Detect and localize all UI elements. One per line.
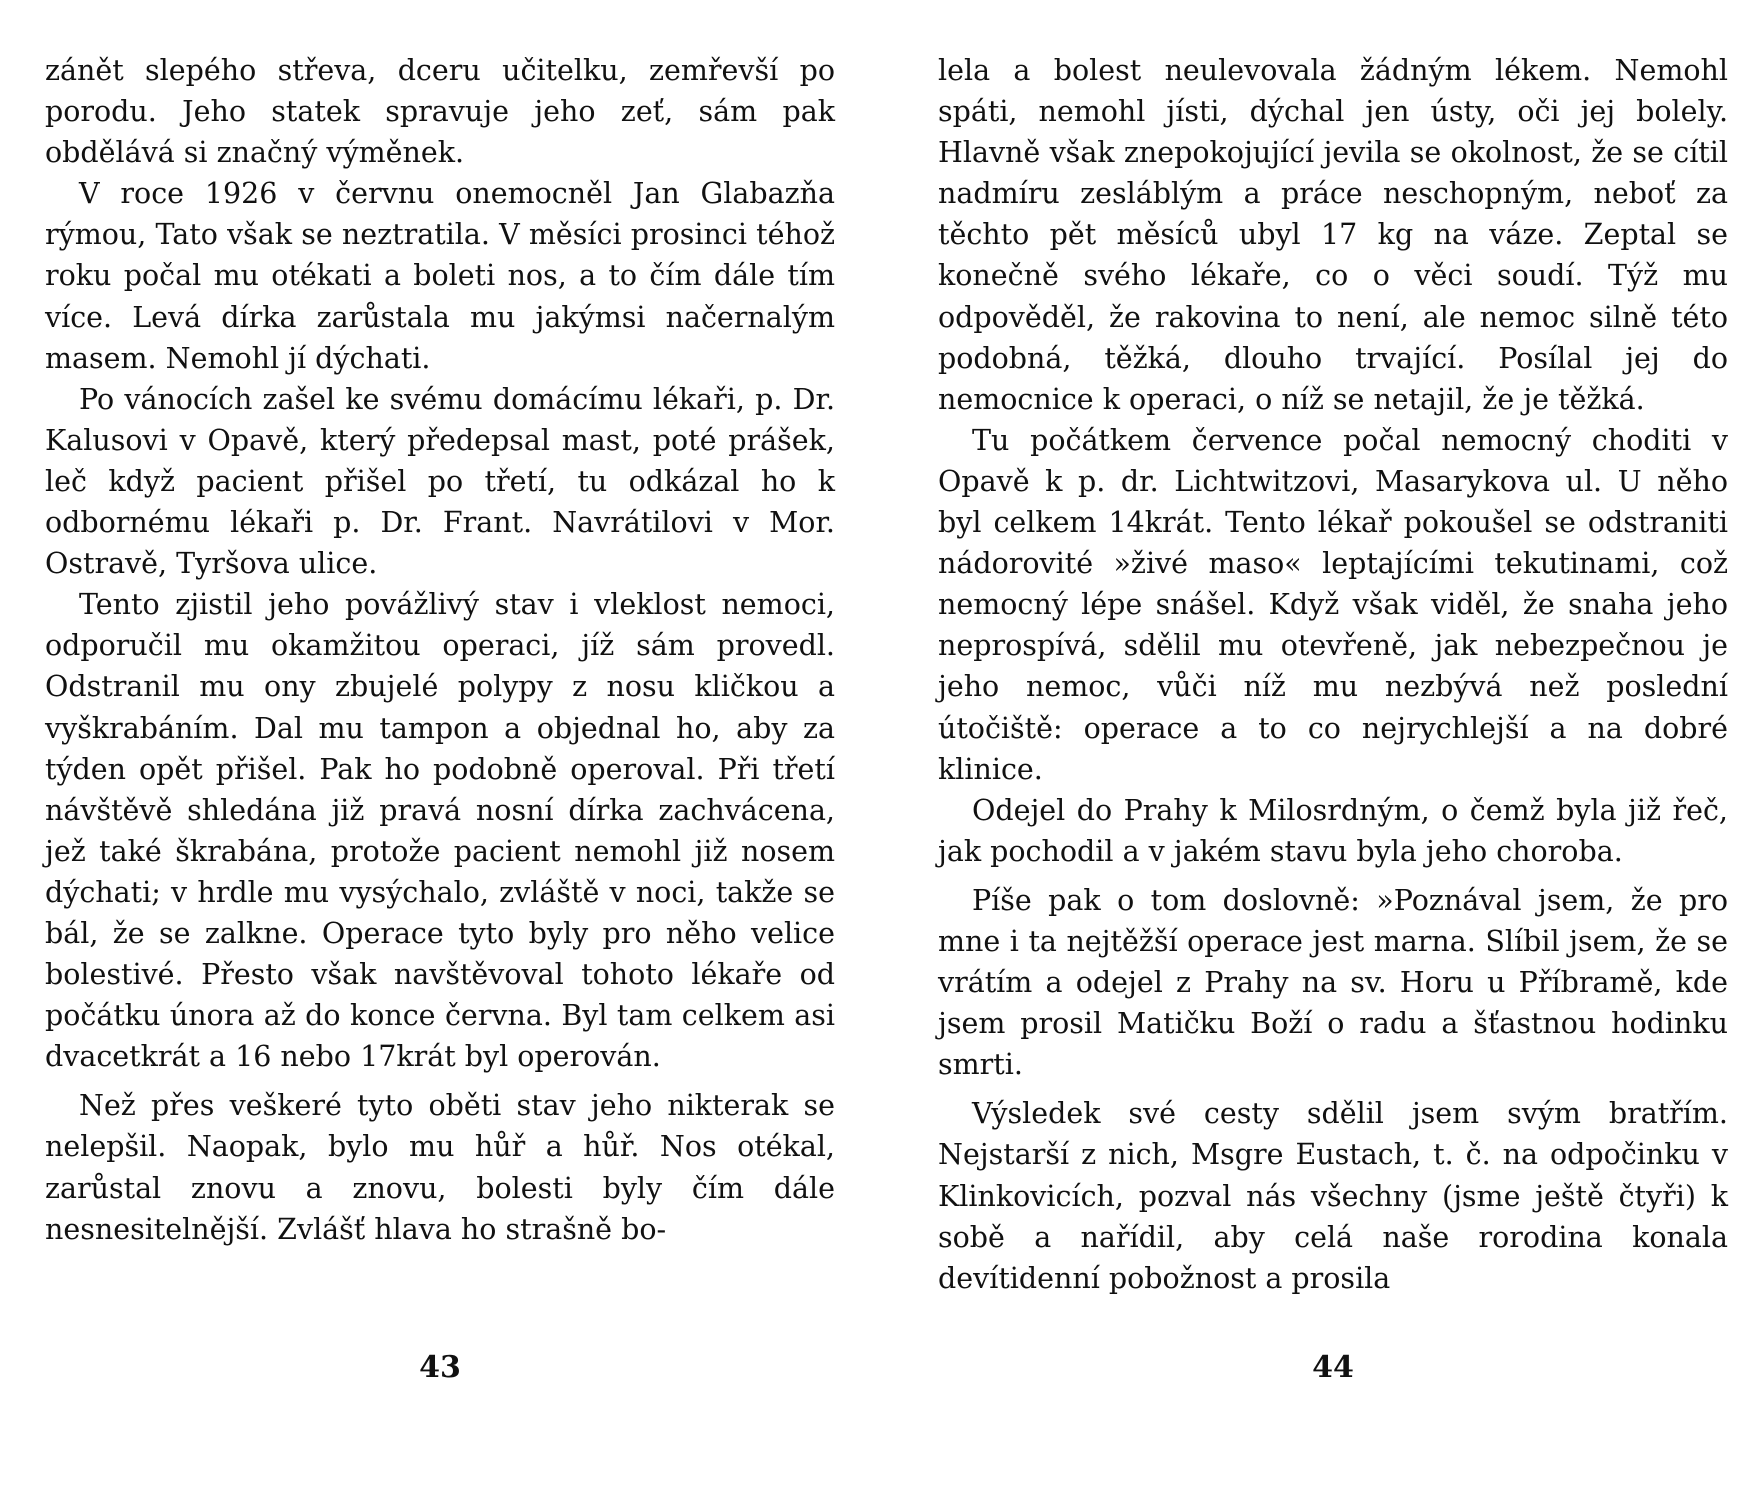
page-number: 44 — [1312, 1350, 1354, 1385]
paragraph: Tu počátkem července počal nemocný choditi v Opavě k p. dr. Lichtwitzovi, Masarykova ul. U něho byl celkem 14krát. Tento lékař pokoušel se odstraniti nádorovité »živé maso« leptajícími tekutinami, což nemocný lépe snášel. Když však viděl, že snaha jeho neprospívá, sdělil mu otevřeně, jak nebezpečnou je jeho nemoc, vůči níž mu nezbývá než poslední útočiště: operace a to co nejrychlejší a na dobré klinice. — [938, 423, 1728, 786]
paragraph: Píše pak o tom doslovně: »Poznával jsem, že pro mne i ta nejtěžší operace jest marna. Slíbil jsem, že se vrátím a odejel z Prahy na sv. Horu u Příbramě, kde jsem prosil Matičku Boží o radu a šťastnou hodinku smrti. — [938, 883, 1728, 1082]
page-number: 43 — [419, 1350, 461, 1385]
paragraph: V roce 1926 v červnu onemocněl Jan Glabazňa rýmou, Tato však se neztratila. V měsíci prosinci téhož roku počal mu otékati a boleti nos, a to čím dále tím více. Levá dírka zarůstala mu jakýmsi načernalým masem. Nemohl jí dýchati. — [45, 177, 835, 375]
paragraph: Než přes veškeré tyto oběti stav jeho nikterak se nelepšil. Naopak, bylo mu hůř a hůř. Nos otékal, zarůstal znovu a znovu, bolesti byly čím dále nesnesitelnější. Zvlášť hlava ho strašně bo- — [45, 1089, 835, 1246]
paragraph: Výsledek své cesty sdělil jsem svým bratřím. Nejstarší z nich, Msgre Eustach, t. č. na odpočinku v Klinkovicích, pozval nás všechny (jsme ještě čtyři) k sobě a nařídil, aby celá naše rorodina konala devítidenní pobožnost a prosila — [938, 1097, 1728, 1295]
paragraph: zánět slepého střeva, dceru učitelku, zemřevší po porodu. Jeho statek spravuje jeho zeť, sám pak obdělává si značný výměnek. — [45, 54, 835, 170]
left-page-text — [45, 50, 835, 1250]
paragraph: Po vánocích zašel ke svému domácímu lékaři, p. Dr. Kalusovi v Opavě, který předepsal mast, poté prášek, leč když pacient přišel po třetí, tu odkázal ho k odbornému lékaři p. Dr. Frant. Navrátilovi v Mor. Ostravě, Tyršova ulice. — [45, 382, 835, 581]
paragraph: lela a bolest neulevovala žádným lékem. Nemohl spáti, nemohl jísti, dýchal jen ústy, oči jej bolely. Hlavně však znepokojující jevila se okolnost, že se cítil nadmíru zesláblým a práce neschopným, neboť za těchto pět měsíců ubyl 17 kg na váze. Zeptal se konečně svého lékaře, co o věci soudí. Týž mu odpověděl, že rakovina to není, ale nemoc silně této podobná, těžká, dlouho trvající. Posílal jej do nemocnice k operaci, o níž se netajil, že je těžká. — [938, 54, 1728, 416]
right-page-text — [938, 50, 1728, 1299]
paragraph: Tento zjistil jeho povážlivý stav i vleklost nemoci, odporučil mu okamžitou operaci, jíž sám provedl. Odstranil mu ony zbujelé polypy z nosu kličkou a vyškrabáním. Dal mu tampon a objednal ho, aby za týden opět přišel. Pak ho podobně operoval. Při třetí návštěvě shledána již pravá nosní dírka zachvácena, jež také škrabána, protože pacient nemohl již nosem dýchati; v hrdle mu vysýchalo, zvláště v noci, takže se bál, že se zalkne. Operace tyto byly pro něho velice bolestivé. Přesto však navštěvoval tohoto lékaře od počátku února až do konce června. Byl tam celkem asi dvacetkrát a 16 nebo 17krát byl operován. — [45, 588, 835, 1074]
paragraph: Odejel do Prahy k Milosrdným, o čemž byla již řeč, jak pochodil a v jakém stavu byla jeho choroba. — [938, 793, 1728, 868]
left-page — [45, 50, 835, 1385]
right-page — [938, 50, 1728, 1385]
